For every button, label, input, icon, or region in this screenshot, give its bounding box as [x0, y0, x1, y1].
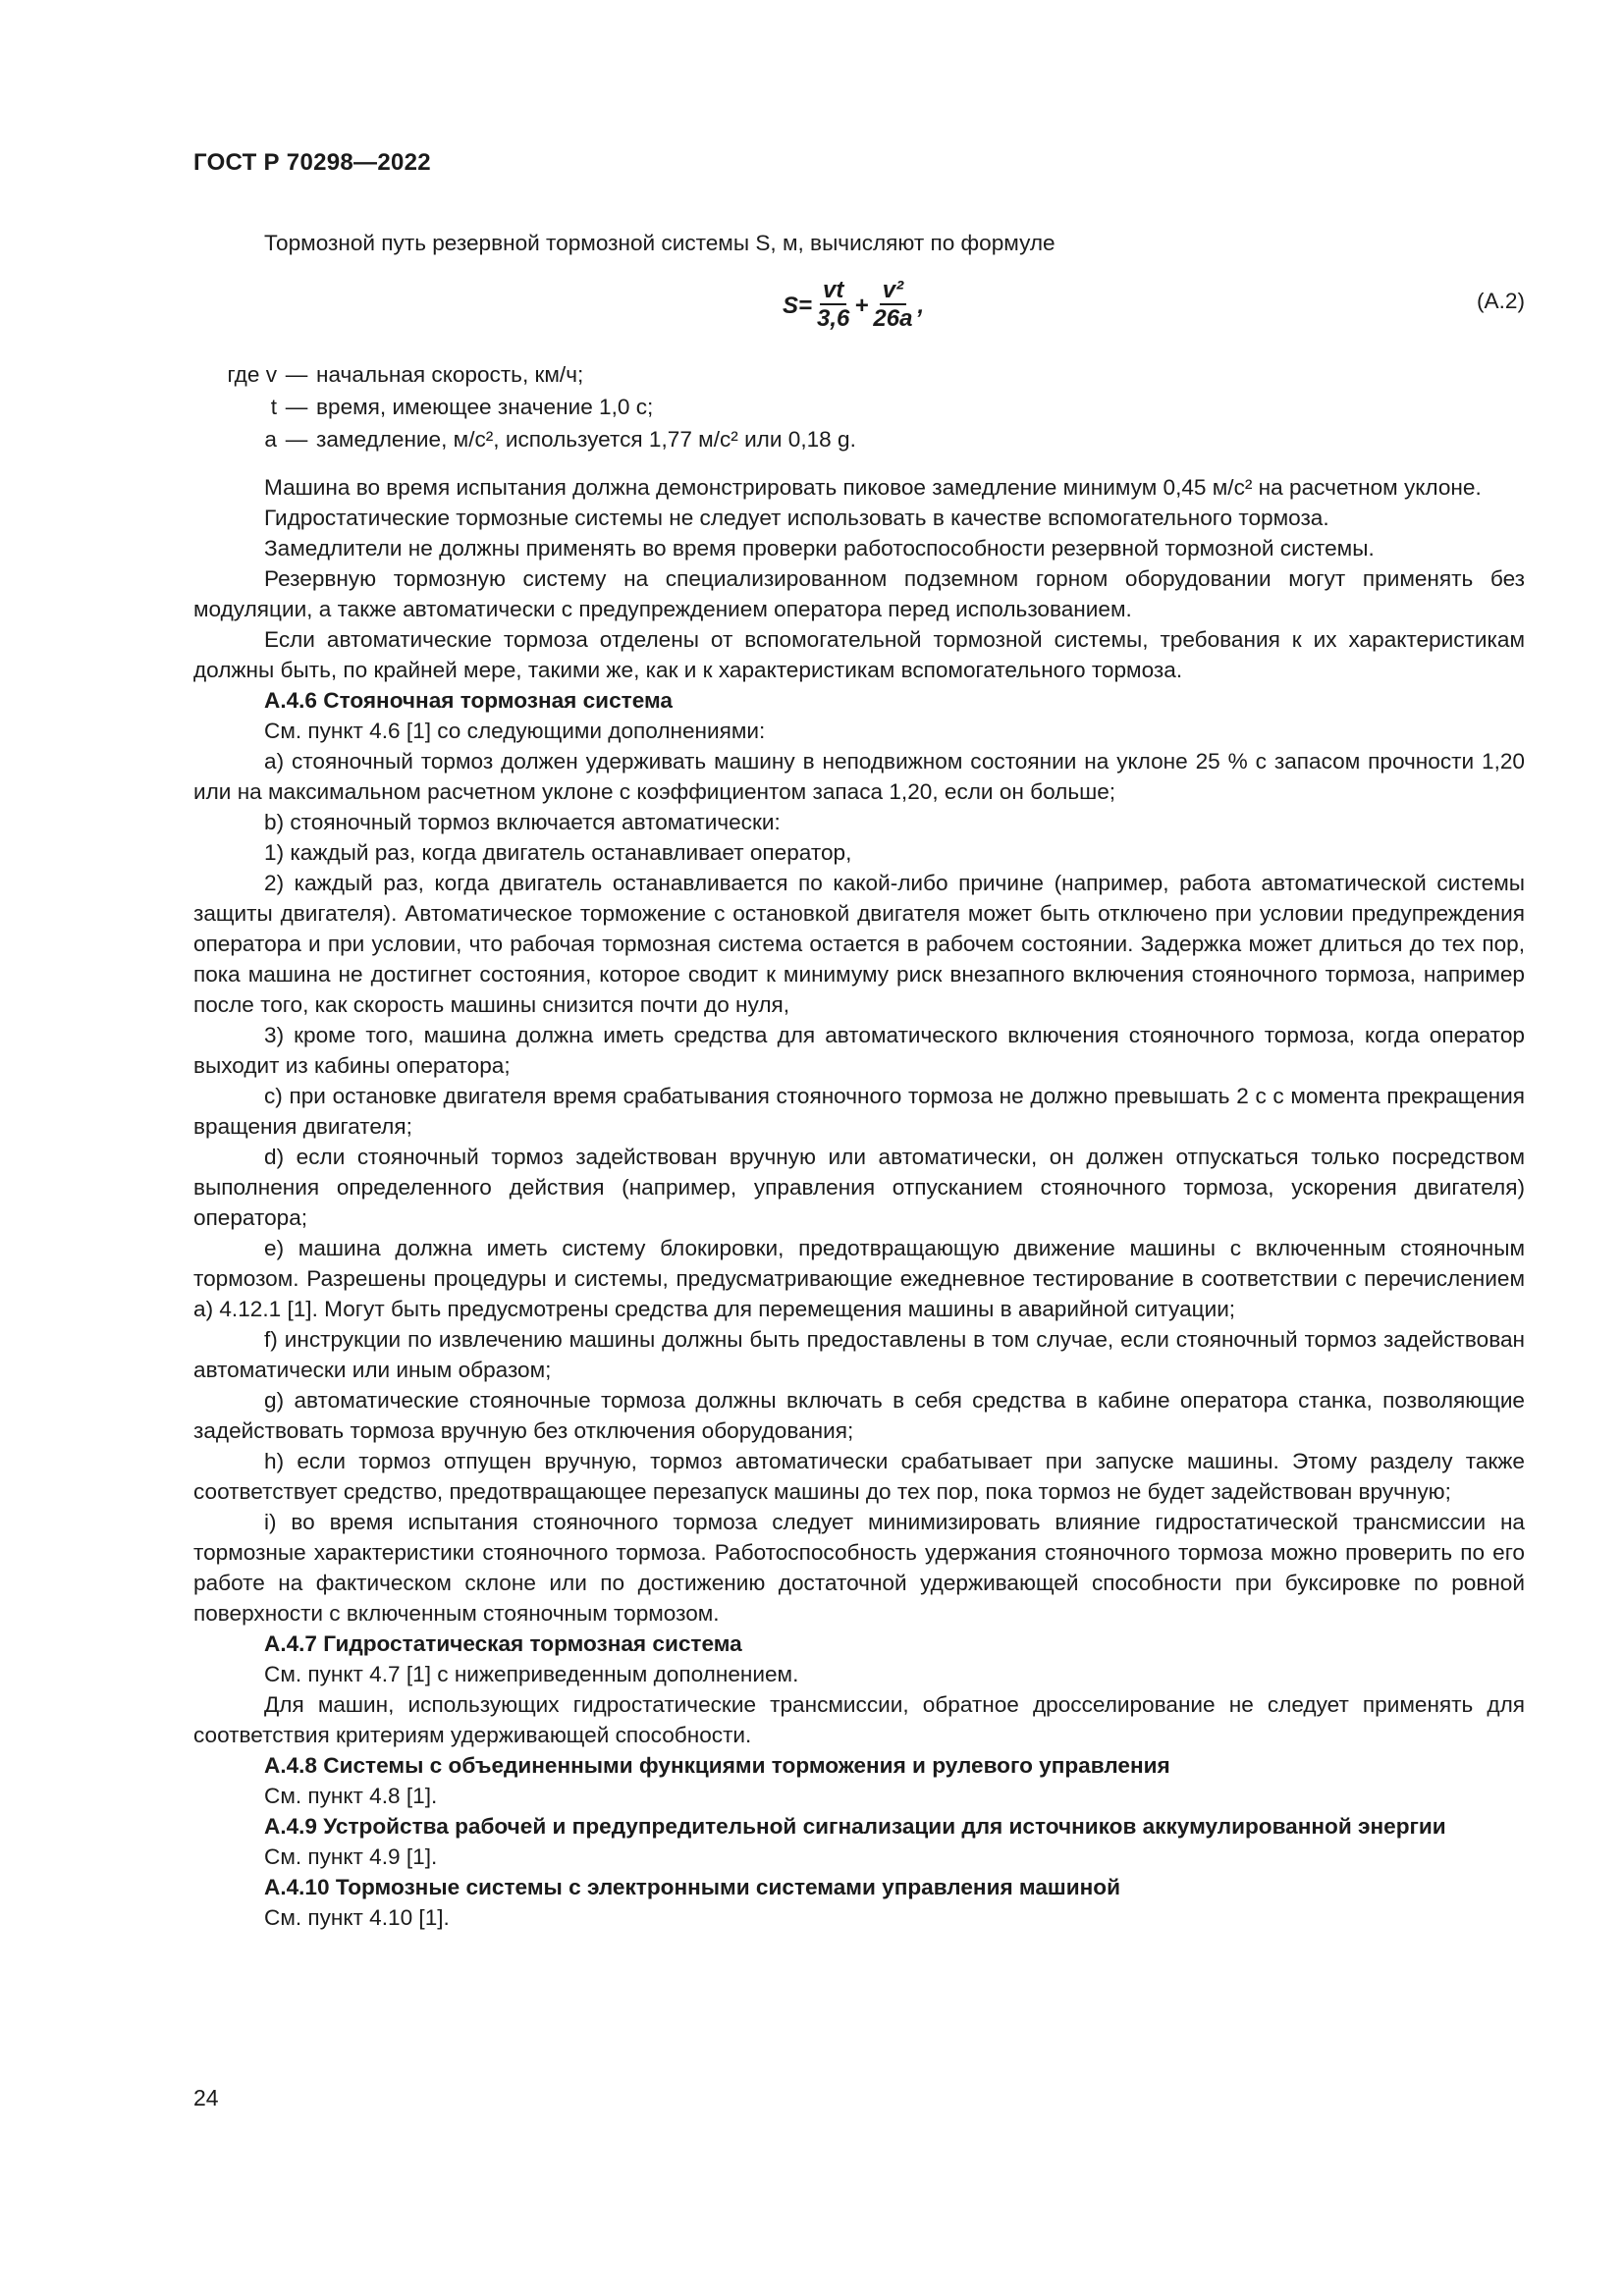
section-heading: А.4.7 Гидростатическая тормозная система — [264, 1631, 742, 1656]
paragraph: f) инструкции по извлечению машины должны быть предоставлены в том случае, если стояночный тормоз задействован автоматически или иным образом; — [193, 1327, 1525, 1382]
page-number: 24 — [193, 2085, 219, 2110]
fraction-2-denominator: 26a — [873, 305, 913, 332]
fraction-2-numerator: v² — [880, 278, 906, 305]
paragraph: b) стояночный тормоз включается автоматически: — [264, 810, 781, 834]
body-paragraphs — [193, 472, 1525, 1933]
formula-block — [193, 258, 1525, 359]
paragraph: См. пункт 4.6 [1] со следующими дополнениями: — [264, 719, 766, 743]
definition-dash: — — [285, 427, 308, 452]
variable-symbol: a — [264, 427, 277, 452]
paragraph: См. пункт 4.10 [1]. — [264, 1905, 450, 1930]
paragraph: e) машина должна иметь систему блокировки, предотвращающую движение машины с включенным стояночным тормозом. Разрешены процедуры и системы, предусматривающие ежедневное тестирование в соответствии с перечислением a) 4.12.1 [1]. Могут быть предусмотрены средства для перемещения машины в аварийной ситуации; — [193, 1236, 1525, 1321]
variable-description: начальная скорость, км/ч; — [316, 362, 584, 387]
formula-tail: , — [917, 292, 925, 319]
paragraph: Для машин, использующих гидростатические трансмиссии, обратное дросселирование не следует применять для соответствия критериям удерживающей способности. — [193, 1692, 1525, 1747]
section-heading: А.4.9 Устройства рабочей и предупредительной сигнализации для источников аккумулированной энергии — [264, 1814, 1446, 1839]
paragraph: h) если тормоз отпущен вручную, тормоз автоматически срабатывает при запуске машины. Этому разделу также соответствует средство, предотвращающее перезапуск машины до тех пор, пока тормоз не будет задействован вручную; — [193, 1449, 1525, 1504]
paragraph: 1) каждый раз, когда двигатель останавливает оператор, — [264, 840, 852, 865]
page-content — [193, 228, 1525, 1933]
paragraph: Машина во время испытания должна демонстрировать пиковое замедление минимум 0,45 м/с² на расчетном уклоне. — [264, 475, 1482, 500]
fraction-1-denominator: 3,6 — [817, 305, 850, 332]
formula-fraction-1 — [814, 278, 852, 333]
paragraph: Резервную тормозную систему на специализированном подземном горном оборудовании могут применять без модуляции, а также автоматически с предупреждением оператора перед использованием. — [193, 566, 1525, 621]
variable-definition-row — [193, 424, 1525, 456]
paragraph: a) стояночный тормоз должен удерживать машину в неподвижном состоянии на уклоне 25 % с запасом прочности 1,20 или на максимальном расчетном уклоне с коэффициентом запаса 1,20, если он больше; — [193, 749, 1525, 804]
variable-definition-row — [193, 392, 1525, 424]
variable-description: замедление, м/с², используется 1,77 м/с² или 0,18 g. — [316, 427, 856, 452]
definition-dash: — — [285, 362, 308, 387]
variable-definitions — [193, 359, 1525, 456]
variable-definition-row — [193, 359, 1525, 392]
formula-eq: = — [798, 292, 813, 319]
formula-fraction-2 — [870, 278, 915, 333]
paragraph: См. пункт 4.7 [1] с нижеприведенным дополнением. — [264, 1662, 799, 1686]
variable-description: время, имеющее значение 1,0 с; — [316, 395, 654, 419]
section-heading: А.4.8 Системы с объединенными функциями торможения и рулевого управления — [264, 1753, 1170, 1778]
paragraph: См. пункт 4.8 [1]. — [264, 1784, 438, 1808]
paragraph: d) если стояночный тормоз задействован вручную или автоматически, он должен отпускаться только посредством выполнения определенного действия (например, управления отпусканием стояночного тормоза, ускорения двигателя) оператора; — [193, 1145, 1525, 1230]
paragraph: Гидростатические тормозные системы не следует использовать в качестве вспомогательного тормоза. — [264, 506, 1329, 530]
formula-number: (A.2) — [1477, 289, 1525, 313]
variable-symbol: t — [270, 395, 277, 419]
formula-intro: Тормозной путь резервной тормозной системы S, м, вычисляют по формуле — [264, 231, 1056, 255]
formula-lhs: S — [783, 292, 799, 319]
definition-dash: — — [285, 395, 308, 419]
paragraph: Если автоматические тормоза отделены от вспомогательной тормозной системы, требования к их характеристикам должны быть, по крайней мере, такими же, как и к характеристикам вспомогательного тормоза. — [193, 627, 1525, 682]
fraction-1-numerator: vt — [820, 278, 846, 305]
variable-symbol: где v — [227, 362, 277, 387]
section-heading: А.4.10 Тормозные системы с электронными системами управления машиной — [264, 1875, 1120, 1899]
paragraph: 2) каждый раз, когда двигатель останавливается по какой-либо причине (например, работа автоматической системы защиты двигателя). Автоматическое торможение с остановкой двигателя может быть отключено при условии предупреждения оператора и при условии, что рабочая тормозная система остается в рабочем состоянии. Задержка может длиться до тех пор, пока машина не достигнет состояния, которое сводит к минимуму риск внезапного включения стояночного тормоза, например после того, как скорость машины снизится почти до нуля, — [193, 871, 1525, 1017]
paragraph: Замедлители не должны применять во время проверки работоспособности резервной тормозной системы. — [264, 536, 1375, 561]
paragraph: См. пункт 4.9 [1]. — [264, 1844, 438, 1869]
formula-a2 — [783, 278, 924, 333]
paragraph: c) при остановке двигателя время срабатывания стояночного тормоза не должно превышать 2 с с момента прекращения вращения двигателя; — [193, 1084, 1525, 1139]
section-heading: А.4.6 Стояночная тормозная система — [264, 688, 673, 713]
formula-plus: + — [854, 292, 869, 319]
document-header: ГОСТ Р 70298—2022 — [193, 149, 431, 176]
paragraph: 3) кроме того, машина должна иметь средства для автоматического включения стояночного тормоза, когда оператор выходит из кабины оператора; — [193, 1023, 1525, 1078]
paragraph: g) автоматические стояночные тормоза должны включать в себя средства в кабине оператора станка, позволяющие задействовать тормоза вручную без отключения оборудования; — [193, 1388, 1525, 1443]
paragraph: i) во время испытания стояночного тормоза следует минимизировать влияние гидростатической трансмиссии на тормозные характеристики стояночного тормоза. Работоспособность удержания стояночного тормоза можно проверить по его работе на фактическом склоне или по достижению достаточной удерживающей способности при буксировке по ровной поверхности с включенным стояночным тормозом. — [193, 1510, 1525, 1626]
